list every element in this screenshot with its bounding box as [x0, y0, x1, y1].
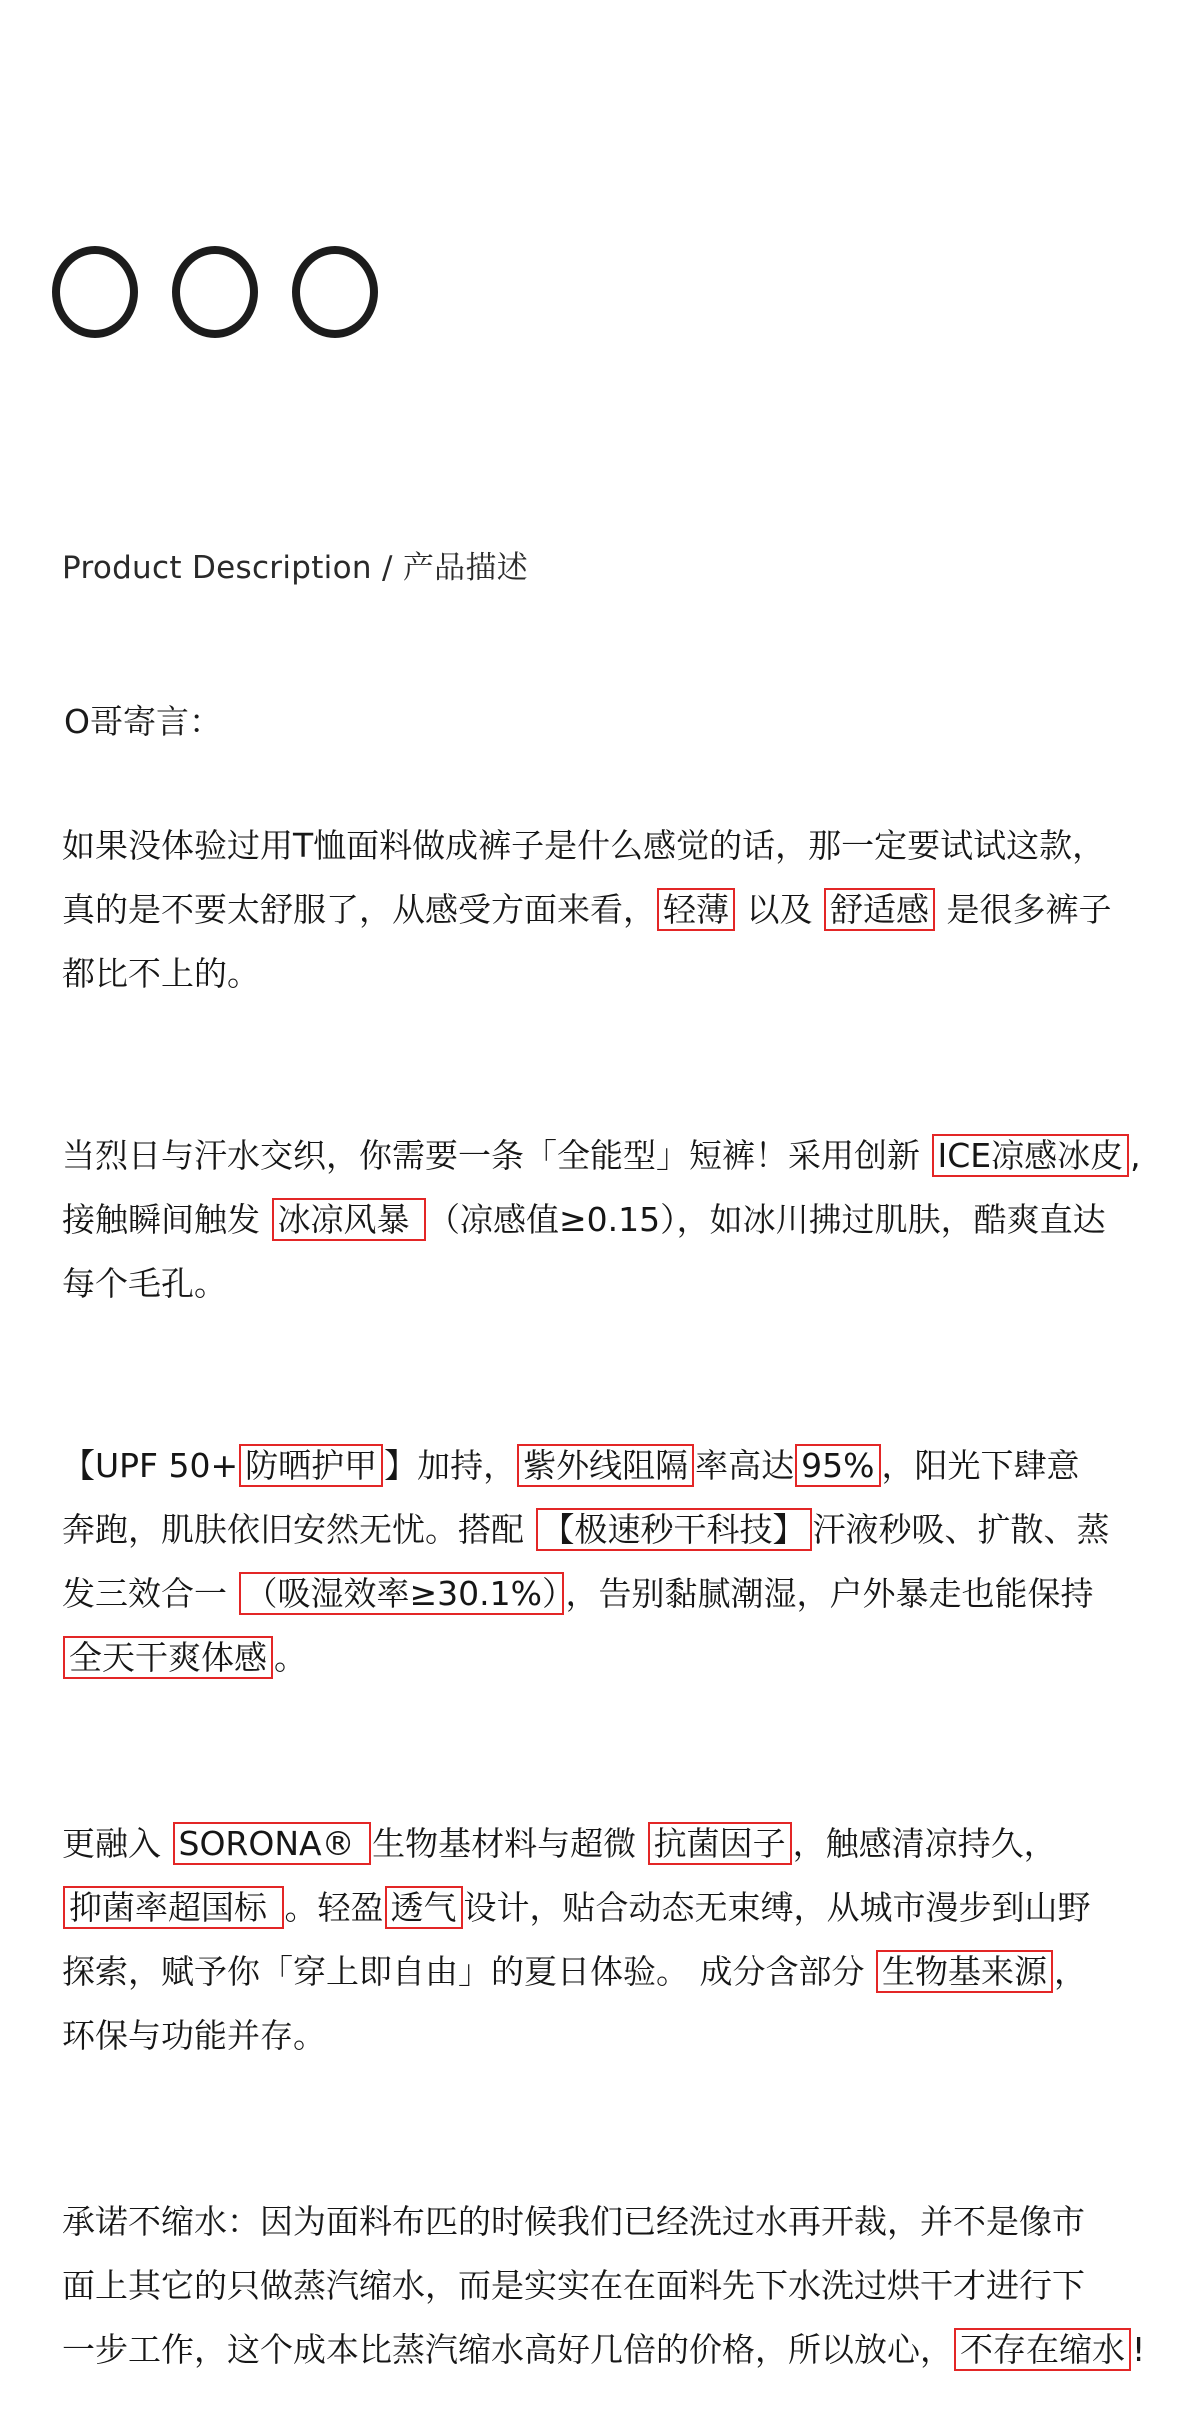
text-line [62, 1812, 1091, 1876]
editor-note-label: O哥寄言： [64, 702, 222, 741]
highlight-keyword: 不存在缩水 [954, 2328, 1131, 2371]
text-segment: 当烈日与汗水交织，你需要一条「全能型」短裤！采用创新 [62, 1136, 931, 1175]
paragraph-ice-cooling [62, 1124, 1141, 1316]
text-segment: ， [1053, 1952, 1087, 1991]
highlight-keyword: 【极速秒干科技】 [536, 1508, 812, 1551]
text-segment: 一步工作，这个成本比蒸汽缩水高好几倍的价格，所以放心， [62, 2330, 953, 2369]
text-segment: 承诺不缩水：因为面料布匹的时候我们已经洗过水再开裁，并不是像市 [62, 2202, 1085, 2241]
text-segment: ! [1132, 2330, 1146, 2369]
text-segment: 。 [274, 1638, 307, 1677]
text-line [62, 878, 1111, 942]
text-segment: 发三效合一 [62, 1574, 238, 1613]
text-segment: ，告别黏腻潮湿，户外暴走也能保持 [565, 1574, 1094, 1613]
text-line [62, 2190, 1145, 2254]
text-segment: 】加持， [384, 1446, 517, 1485]
highlight-keyword: 95% [795, 1444, 880, 1487]
text-line [62, 2004, 1091, 2068]
text-line [62, 1252, 1141, 1316]
text-segment: 设计，贴合动态无束缚，从城市漫步到山野 [463, 1888, 1091, 1927]
text-line [62, 1498, 1110, 1562]
text-segment: 生物基材料与超微 [372, 1824, 647, 1863]
paragraph-fabric-feel [62, 814, 1111, 1006]
text-segment: 接触瞬间触发 [62, 1200, 271, 1239]
text-segment: 探索，赋予你「穿上即自由」的夏日体验。 成分含部分 [62, 1952, 875, 1991]
highlight-keyword: 防晒护甲 [239, 1444, 383, 1487]
highlight-keyword: 透气 [385, 1886, 463, 1929]
paragraph-uv-quickdry [62, 1434, 1110, 1690]
highlight-keyword: 生物基来源 [876, 1950, 1053, 1993]
text-segment: 是很多裤子 [935, 890, 1112, 929]
highlight-keyword: 抑菌率超国标 [63, 1886, 284, 1929]
text-segment: 真的是不要太舒服了，从感受方面来看， [62, 890, 656, 929]
paragraph-no-shrink [62, 2190, 1145, 2382]
text-line [62, 1434, 1110, 1498]
highlight-keyword: 冰凉风暴 [272, 1198, 427, 1241]
text-line [62, 814, 1111, 878]
text-segment: ，触感清凉持久， [792, 1824, 1057, 1863]
highlight-keyword: 舒适感 [824, 888, 935, 931]
text-segment: （凉感值≥0.15），如冰川拂过肌肤，酷爽直达 [427, 1200, 1106, 1239]
text-line [62, 2254, 1145, 2318]
text-segment: 以及 [736, 890, 823, 929]
logo-ring-icon [52, 246, 138, 338]
text-segment: 率高达 [695, 1446, 795, 1485]
highlight-keyword: 轻薄 [657, 888, 735, 931]
highlight-keyword: （吸湿效率≥30.1%） [239, 1572, 565, 1615]
brand-logo [52, 246, 378, 338]
text-line [62, 2318, 1145, 2382]
text-segment: 面上其它的只做蒸汽缩水，而是实实在在面料先下水洗过烘干才进行下 [62, 2266, 1085, 2305]
paragraph-sorona-antibacterial [62, 1812, 1091, 2068]
text-segment: ，阳光下肆意 [881, 1446, 1080, 1485]
text-segment: 。轻盈 [284, 1888, 384, 1927]
highlight-keyword: 紫外线阻隔 [517, 1444, 694, 1487]
text-line [62, 1124, 1141, 1188]
text-line [62, 1626, 1110, 1690]
text-segment: 每个毛孔。 [62, 1264, 227, 1303]
highlight-keyword: SORONA® [173, 1822, 372, 1865]
text-segment: 奔跑，肌肤依旧安然无忧。搭配 [62, 1510, 535, 1549]
text-segment: 都比不上的。 [62, 954, 260, 993]
text-line [62, 942, 1111, 1006]
text-segment: , [1130, 1136, 1141, 1175]
logo-ring-icon [292, 246, 378, 338]
text-segment: 如果没体验过用T恤面料做成裤子是什么感觉的话，那一定要试试这款， [62, 826, 1106, 865]
text-line [62, 1188, 1141, 1252]
highlight-keyword: ICE凉感冰皮 [932, 1134, 1130, 1177]
text-segment: 汗液秒吸、扩散、蒸 [812, 1510, 1110, 1549]
text-line [62, 1876, 1091, 1940]
logo-ring-icon [172, 246, 258, 338]
text-segment: 【UPF 50+ [62, 1446, 239, 1485]
text-line [62, 1562, 1110, 1626]
text-segment: 更融入 [62, 1824, 172, 1863]
highlight-keyword: 抗菌因子 [648, 1822, 792, 1865]
text-segment: 环保与功能并存。 [62, 2016, 326, 2055]
highlight-keyword: 全天干爽体感 [63, 1636, 273, 1679]
text-line [62, 1940, 1091, 2004]
section-title: Product Description / 产品描述 [62, 550, 529, 586]
